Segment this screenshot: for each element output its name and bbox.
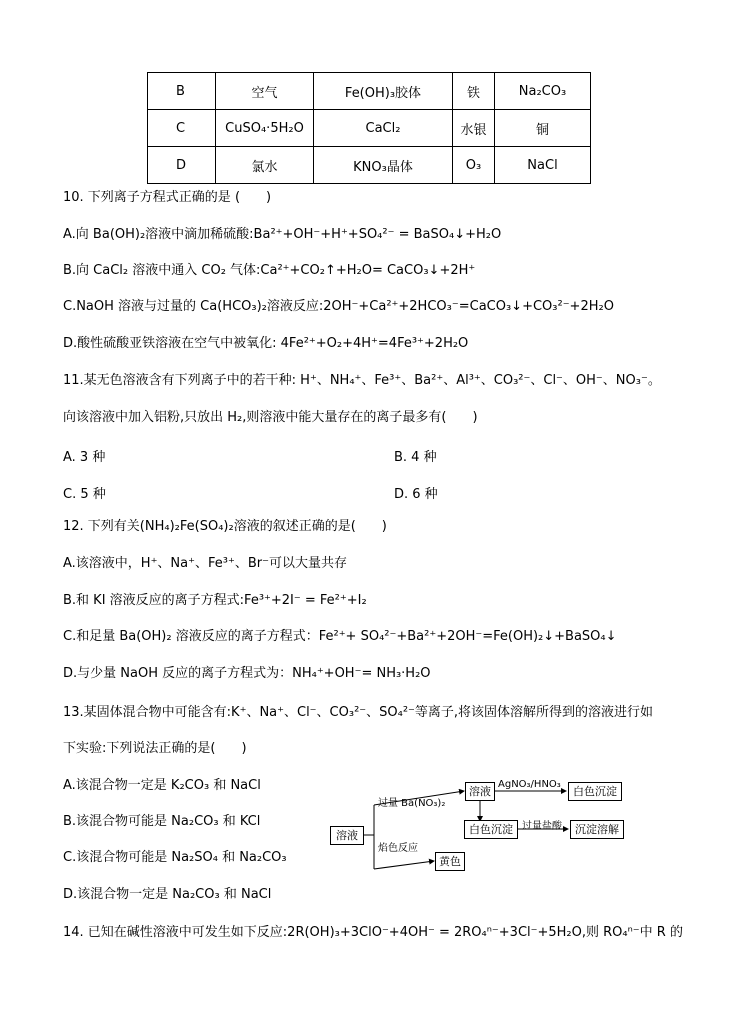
- table-cell: D: [148, 147, 216, 184]
- q13-option-c: C.该混合物可能是 Na₂SO₄ 和 Na₂CO₃: [63, 850, 287, 865]
- q12-stem: 12. 下列有关(NH₄)₂Fe(SO₄)₂溶液的叙述正确的是( ): [63, 519, 387, 534]
- q13-stem-line2: 下实验:下列说法正确的是( ): [63, 741, 247, 756]
- flow-yellow-result: 黄色: [435, 852, 465, 871]
- table-cell: 铜: [495, 110, 591, 147]
- table-cell: KNO₃晶体: [314, 147, 453, 184]
- q12-option-d: D.与少量 NaOH 反应的离子方程式为：NH₄⁺+OH⁻= NH₃·H₂O: [63, 666, 431, 681]
- q10-option-d: D.酸性硫酸亚铁溶液在空气中被氧化: 4Fe²⁺+O₂+4H⁺=4Fe³⁺+2H₂O: [63, 336, 469, 351]
- experiment-flow-diagram: [328, 777, 628, 877]
- q10-stem: 10. 下列离子方程式正确的是 ( ): [63, 190, 272, 205]
- table-cell: 水银: [453, 110, 495, 147]
- q11-option-d: D. 6 种: [394, 487, 438, 502]
- q11-option-a: A. 3 种: [63, 450, 106, 465]
- q12-option-a: A.该溶液中，H⁺、Na⁺、Fe³⁺、Br⁻可以大量共存: [63, 556, 347, 571]
- table-cell: Na₂CO₃: [495, 73, 591, 110]
- flow-precipitate-dissolves: 沉淀溶解: [570, 820, 624, 839]
- table-cell: NaCl: [495, 147, 591, 184]
- flow-label-flame-test: 焰色反应: [378, 843, 418, 854]
- classification-table: [147, 72, 591, 184]
- q13-option-d: D.该混合物一定是 Na₂CO₃ 和 NaCl: [63, 887, 272, 902]
- table-cell: 铁: [453, 73, 495, 110]
- table-cell: CaCl₂: [314, 110, 453, 147]
- q12-option-c: C.和足量 Ba(OH)₂ 溶液反应的离子方程式：Fe²⁺+ SO₄²⁻+Ba²⁺+2OH⁻=Fe(OH)₂↓+BaSO₄↓: [63, 629, 617, 644]
- table-cell: B: [148, 73, 216, 110]
- q13-option-a: A.该混合物一定是 K₂CO₃ 和 NaCl: [63, 778, 261, 793]
- table-row: [148, 73, 591, 110]
- q10-option-c: C.NaOH 溶液与过量的 Ca(HCO₃)₂溶液反应:2OH⁻+Ca²⁺+2HCO₃⁻=CaCO₃↓+CO₃²⁻+2H₂O: [63, 299, 614, 314]
- q14-stem: 14. 已知在碱性溶液中可发生如下反应:2R(OH)₃+3ClO⁻+4OH⁻ = 2RO₄ⁿ⁻+3Cl⁻+5H₂O,则 RO₄ⁿ⁻中 R 的: [63, 925, 683, 940]
- q11-option-c: C. 5 种: [63, 487, 106, 502]
- table-cell: O₃: [453, 147, 495, 184]
- table-cell: 氯水: [216, 147, 314, 184]
- table-row: [148, 147, 591, 184]
- table-cell: 空气: [216, 73, 314, 110]
- q10-option-a: A.向 Ba(OH)₂溶液中滴加稀硫酸:Ba²⁺+OH⁻+H⁺+SO₄²⁻ = BaSO₄↓+H₂O: [63, 227, 502, 242]
- flow-label-silver-nitrate: AgNO₃/HNO₃: [498, 779, 561, 790]
- q10-option-b: B.向 CaCl₂ 溶液中通入 CO₂ 气体:Ca²⁺+CO₂↑+H₂O= CaCO₃↓+2H⁺: [63, 263, 476, 278]
- table-row: [148, 110, 591, 147]
- q13-option-b: B.该混合物可能是 Na₂CO₃ 和 KCl: [63, 814, 261, 829]
- flow-white-precipitate-1: 白色沉淀: [568, 782, 622, 801]
- flow-label-excess-barium-nitrate: 过量 Ba(NO₃)₂: [378, 798, 446, 809]
- q12-option-b: B.和 KI 溶液反应的离子方程式:Fe³⁺+2I⁻ = Fe²⁺+I₂: [63, 593, 367, 608]
- q11-stem-line2: 向该溶液中加入铝粉,只放出 H₂,则溶液中能大量存在的离子最多有( ): [63, 410, 478, 425]
- table-cell: Fe(OH)₃胶体: [314, 73, 453, 110]
- q11-stem-line1: 11.某无色溶液含有下列离子中的若干种: H⁺、NH₄⁺、Fe³⁺、Ba²⁺、Al³⁺、CO₃²⁻、Cl⁻、OH⁻、NO₃⁻。: [63, 373, 661, 388]
- flow-white-precipitate-2: 白色沉淀: [464, 820, 518, 839]
- flow-label-excess-hcl: 过量盐酸: [522, 821, 562, 832]
- q11-option-b: B. 4 种: [394, 450, 437, 465]
- q13-stem-line1: 13.某固体混合物中可能含有:K⁺、Na⁺、Cl⁻、CO₃²⁻、SO₄²⁻等离子,将该固体溶解所得到的溶液进行如: [63, 705, 654, 720]
- flow-start-solution: 溶液: [330, 826, 364, 845]
- table-cell: C: [148, 110, 216, 147]
- table-cell: CuSO₄·5H₂O: [216, 110, 314, 147]
- flow-solution-box: 溶液: [465, 782, 495, 801]
